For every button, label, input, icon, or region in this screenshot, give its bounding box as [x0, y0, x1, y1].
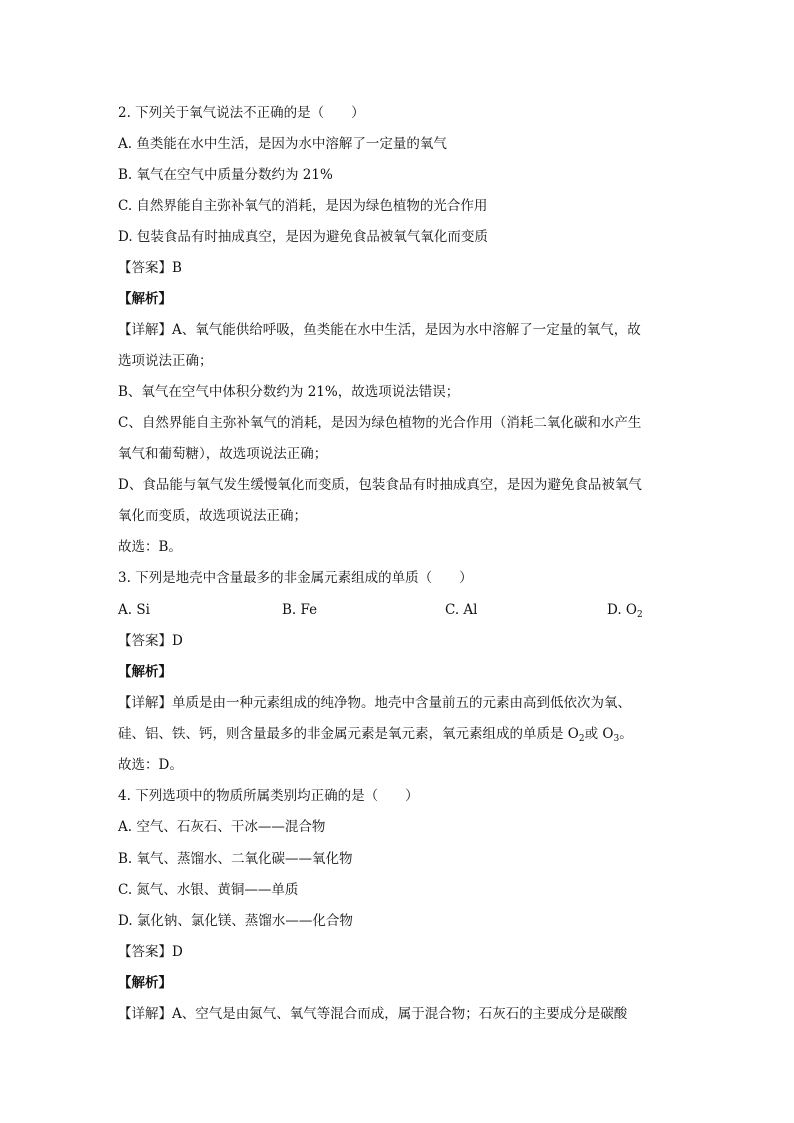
q2-conclusion: 故选：B。	[118, 539, 182, 555]
q2-detail-line: 氧化而变质，故选项说法正确；	[118, 508, 307, 524]
q2-option-c: C. 自然界能自主弥补氧气的消耗，是因为绿色植物的光合作用	[118, 198, 488, 214]
q2-option-b: B. 氧气在空气中质量分数约为 21%	[118, 167, 333, 183]
q3-option-c: C. Al	[445, 602, 478, 618]
q3-options-row	[118, 600, 678, 620]
q2-detail-line: C、自然界能自主弥补氧气的消耗，是因为绿色植物的光合作用（消耗二氧化碳和水产生	[118, 415, 642, 431]
q3-analysis-label: 【解析】	[118, 664, 172, 680]
q3-answer: 【答案】D	[118, 633, 183, 649]
q3-option-b: B. Fe	[282, 602, 318, 618]
q3-conclusion: 故选：D。	[118, 757, 183, 773]
q2-detail-line: 【详解】A、氧气能供给呼吸，鱼类能在水中生活，是因为水中溶解了一定量的氧气，故	[118, 322, 641, 338]
q3-detail-line: 【详解】单质是由一种元素组成的纯净物。地壳中含量前五的元素由高到低依次为氧、	[118, 695, 631, 711]
q2-answer: 【答案】B	[118, 260, 182, 276]
q4-option-b: B. 氧气、蒸馏水、二氧化碳——氧化物	[118, 851, 353, 867]
q4-option-c: C. 氮气、水银、黄铜——单质	[118, 882, 299, 898]
q2-option-d: D. 包装食品有时抽成真空，是因为避免食品被氧气氧化而变质	[118, 229, 488, 245]
q2-detail-line: B、氧气在空气中体积分数约为 21%，故选项说法错误；	[118, 384, 460, 400]
q3-stem: 3. 下列是地壳中含量最多的非金属元素组成的单质（ ）	[118, 570, 473, 586]
q2-detail-line: D、食品能与氧气发生缓慢氧化而变质，包装食品有时抽成真空，是因为避免食品被氧气	[118, 477, 642, 493]
q3-option-d: D. $O_2$	[607, 602, 643, 620]
q2-detail-line: 氧气和葡萄糖），故选项说法正确；	[118, 446, 328, 462]
q3-option-a: A. Si	[118, 602, 150, 618]
q2-analysis-label: 【解析】	[118, 291, 172, 307]
q4-analysis-label: 【解析】	[118, 975, 172, 991]
q4-detail-line: 【详解】A、空气是由氮气、氧气等混合而成，属于混合物；石灰石的主要成分是碳酸	[118, 1006, 628, 1022]
q2-detail-line: 选项说法正确；	[118, 353, 213, 369]
q4-option-d: D. 氯化钠、氯化镁、蒸馏水——化合物	[118, 913, 353, 929]
q2-stem: 2. 下列关于氧气说法不正确的是（ ）	[118, 105, 365, 121]
q4-option-a: A. 空气、石灰石、干冰——混合物	[118, 819, 326, 835]
q3-detail-line: 硅、铝、铁、钙，则含量最多的非金属元素是氧元素，氧元素组成的单质是 $O_2$或 $O_3$。	[118, 726, 633, 744]
q2-option-a: A. 鱼类能在水中生活，是因为水中溶解了一定量的氧气	[118, 136, 447, 152]
q4-answer: 【答案】D	[118, 944, 183, 960]
q4-stem: 4. 下列选项中的物质所属类别均正确的是（ ）	[118, 788, 419, 804]
